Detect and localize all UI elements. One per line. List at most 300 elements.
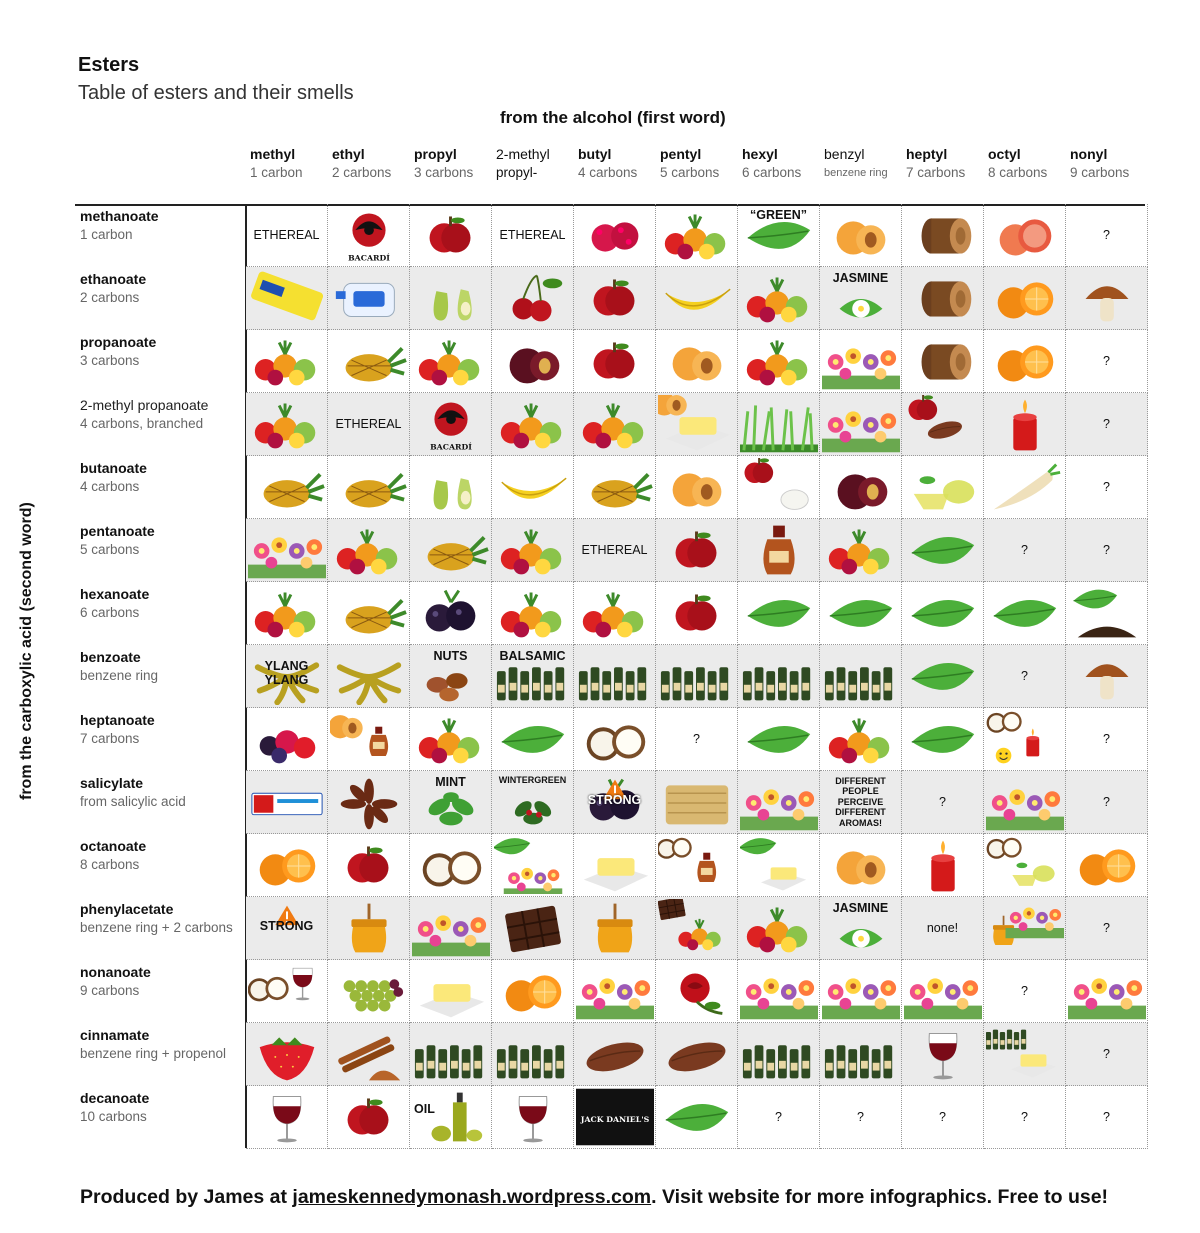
cell-text: none! <box>926 920 959 935</box>
cell-text: ETHEREAL <box>499 227 566 242</box>
flowers-icon <box>740 773 818 831</box>
coconut-cognac-icon <box>658 836 736 894</box>
ester-cell <box>328 834 410 897</box>
row-carbons: 10 carbons <box>80 1109 147 1124</box>
ester-cell <box>410 1023 492 1086</box>
row-name: nonanoate <box>80 964 151 980</box>
column-header-hexyl <box>742 146 824 180</box>
fruit-mix-icon <box>740 269 818 327</box>
ester-cell <box>492 645 574 708</box>
fruit-mix-icon <box>576 395 654 453</box>
column-header-nonyl <box>1070 146 1152 180</box>
cell-text: ? <box>857 1109 864 1124</box>
cell-text: STRONG <box>587 793 642 807</box>
ester-cell <box>328 330 410 393</box>
apricot-cognac-icon <box>330 710 408 768</box>
ester-cell <box>902 708 984 771</box>
deep-heat-icon <box>248 773 326 831</box>
ester-cell <box>574 519 656 582</box>
ester-cell <box>492 1086 574 1149</box>
log-icon <box>904 269 982 327</box>
ester-cell <box>1066 267 1148 330</box>
row-name: pentanoate <box>80 523 155 539</box>
ester-cell <box>656 834 738 897</box>
ester-cell <box>984 204 1066 267</box>
cell-text: ETHEREAL <box>335 416 402 431</box>
leaf-icon <box>740 710 818 768</box>
ester-cell <box>246 645 328 708</box>
ester-cell <box>328 771 410 834</box>
flowers-icon <box>822 332 900 390</box>
cell-text: STRONG <box>259 919 314 933</box>
ester-cell <box>410 519 492 582</box>
ester-cell <box>656 960 738 1023</box>
column-name: heptyl <box>906 146 948 162</box>
orange-icon <box>986 332 1064 390</box>
column-header-butyl <box>578 146 660 180</box>
column-header-2-methyl <box>496 146 578 180</box>
leaf-icon <box>986 584 1064 642</box>
leaf-flowers-icon <box>494 836 572 894</box>
flowers-icon <box>576 962 654 1020</box>
ester-cell <box>574 708 656 771</box>
column-name: 2-methyl <box>496 146 550 162</box>
ester-cell <box>574 771 656 834</box>
ester-cell <box>738 393 820 456</box>
bottles-icon <box>822 1025 900 1083</box>
column-header-octyl <box>988 146 1070 180</box>
ester-cell <box>820 519 902 582</box>
ester-cell <box>328 393 410 456</box>
plum-icon <box>822 458 900 516</box>
cell-text: ? <box>1103 227 1110 242</box>
ester-cell <box>820 456 902 519</box>
fruit-mix-icon <box>740 332 818 390</box>
column-name: propyl <box>414 146 457 162</box>
ester-cell <box>656 1086 738 1149</box>
row-header-pentanoate <box>80 523 240 557</box>
ester-cell <box>1066 393 1148 456</box>
ester-cell <box>410 393 492 456</box>
ester-cell <box>328 897 410 960</box>
row-name: propanoate <box>80 334 157 350</box>
row-header-ethanoate <box>80 271 240 305</box>
fruit-mix-icon <box>330 521 408 579</box>
row-carbons: from salicylic acid <box>80 794 186 809</box>
apple-cheese-icon <box>740 458 818 516</box>
ester-cell <box>246 834 328 897</box>
cell-text: JASMINE <box>832 901 889 915</box>
fruit-mix-icon <box>412 332 490 390</box>
ester-cell <box>246 960 328 1023</box>
column-header-methyl <box>250 146 332 180</box>
column-name: ethyl <box>332 146 365 162</box>
ester-cell <box>410 960 492 1023</box>
row-header-hexanoate <box>80 586 240 620</box>
cell-text: ? <box>1103 920 1110 935</box>
ester-cell <box>1066 204 1148 267</box>
cell-text: DIFFERENT PEOPLE PERCEIVE DIFFERENT AROMAS! <box>835 776 886 828</box>
ester-cell <box>820 960 902 1023</box>
ester-cell <box>574 330 656 393</box>
row-carbons: 4 carbons <box>80 479 140 494</box>
grapefruit-icon <box>986 206 1064 264</box>
column-carbons: 4 carbons <box>578 165 638 180</box>
row-carbons: benzene ring <box>80 668 159 683</box>
ester-cell <box>984 1086 1066 1149</box>
ester-cell <box>902 960 984 1023</box>
ester-cell <box>246 1086 328 1149</box>
ester-cell <box>574 960 656 1023</box>
ester-cell <box>246 456 328 519</box>
leaf-butter-icon <box>740 836 818 894</box>
row-header-octanoate <box>80 838 240 872</box>
ester-cell <box>902 456 984 519</box>
ester-cell <box>246 1023 328 1086</box>
ester-cell <box>246 771 328 834</box>
row-header-cinnamate <box>80 1027 240 1061</box>
orange-icon <box>1068 836 1146 894</box>
coconut-smiley-candle-icon <box>986 710 1064 768</box>
ester-cell <box>738 771 820 834</box>
row-header-phenylacetate <box>80 901 240 935</box>
honey-icon <box>330 899 408 957</box>
apple-cocoa-icon <box>904 395 982 453</box>
cell-text: NUTS <box>433 649 468 663</box>
ester-cell <box>902 519 984 582</box>
leaf-icon <box>904 647 982 705</box>
wine-icon <box>904 1025 982 1083</box>
cell-text: ? <box>1103 794 1110 809</box>
column-header-ethyl <box>332 146 414 180</box>
row-carbons: benzene ring + propenol <box>80 1046 226 1061</box>
ester-cell <box>1066 960 1148 1023</box>
ester-cell <box>820 582 902 645</box>
bottles-icon <box>576 647 654 705</box>
footer-link[interactable]: jameskennedymonash.wordpress.com <box>292 1186 652 1208</box>
ester-cell <box>820 1086 902 1149</box>
ylang-ylang-icon <box>330 647 408 705</box>
chocolate-fruit-icon <box>658 899 736 957</box>
fruit-mix-icon <box>740 899 818 957</box>
pear-icon <box>412 458 490 516</box>
cell-text: JASMINE <box>832 271 889 285</box>
row-carbons: benzene ring + 2 carbons <box>80 920 233 935</box>
coconut-wine-icon <box>248 962 326 1020</box>
ester-cell <box>1066 897 1148 960</box>
footer-suffix: . Visit website for more infographics. Free to use! <box>651 1186 1109 1208</box>
row-header-butanoate <box>80 460 240 494</box>
ester-cell <box>410 267 492 330</box>
pineapple-icon <box>330 458 408 516</box>
orange-icon <box>248 836 326 894</box>
coconut-icon <box>576 710 654 768</box>
apple-icon <box>658 521 736 579</box>
leaf-icon <box>904 584 982 642</box>
row-carbons: 3 carbons <box>80 353 140 368</box>
apple-icon <box>576 332 654 390</box>
row-name: octanoate <box>80 838 147 854</box>
apple-icon <box>576 269 654 327</box>
bottles-icon <box>740 647 818 705</box>
wine-icon <box>248 1088 326 1146</box>
leaf-icon <box>740 584 818 642</box>
ester-cell <box>492 960 574 1023</box>
row-name: salicylate <box>80 775 144 791</box>
row-carbons: 7 carbons <box>80 731 140 746</box>
column-carbons: 6 carbons <box>742 165 802 180</box>
fruit-mix-icon <box>248 395 326 453</box>
row-header-methanoate <box>80 208 240 242</box>
cocoa-icon <box>658 1025 736 1083</box>
ester-cell <box>574 456 656 519</box>
grass-icon <box>740 395 818 453</box>
ester-cell <box>656 519 738 582</box>
ester-cell <box>656 645 738 708</box>
cell-text: ? <box>1103 1109 1110 1124</box>
row-name: ethanoate <box>80 271 147 287</box>
ester-cell <box>492 456 574 519</box>
banana-icon <box>658 269 736 327</box>
apricot-icon <box>822 206 900 264</box>
icon-label: BACARDÍ <box>429 442 472 452</box>
ester-cell <box>492 330 574 393</box>
fruit-mix-icon <box>822 521 900 579</box>
butter-icon <box>576 836 654 894</box>
ester-cell <box>574 645 656 708</box>
ester-cell <box>1066 1023 1148 1086</box>
ester-cell <box>820 393 902 456</box>
apple-icon <box>412 206 490 264</box>
ester-cell <box>574 1023 656 1086</box>
fruit-mix-icon <box>822 710 900 768</box>
flowers-icon <box>412 899 490 957</box>
ester-cell <box>738 519 820 582</box>
ester-cell <box>328 456 410 519</box>
cognac-icon <box>740 521 818 579</box>
ester-cell <box>984 330 1066 393</box>
plum-icon <box>494 332 572 390</box>
cherry-icon <box>494 269 572 327</box>
cell-text: ETHEREAL <box>253 227 320 242</box>
pineapple-icon <box>330 332 408 390</box>
row-header-propanoate <box>80 334 240 368</box>
ester-cell <box>902 204 984 267</box>
bottles-icon <box>740 1025 818 1083</box>
ester-cell <box>492 708 574 771</box>
ester-cell <box>738 267 820 330</box>
ester-cell <box>984 771 1066 834</box>
column-header-heptyl <box>906 146 988 180</box>
ester-cell <box>902 393 984 456</box>
ester-cell <box>328 519 410 582</box>
ester-cell <box>574 834 656 897</box>
log-icon <box>904 332 982 390</box>
ester-cell <box>820 267 902 330</box>
ester-cell <box>492 1023 574 1086</box>
apple-icon <box>330 836 408 894</box>
cell-text: ? <box>1103 353 1110 368</box>
flowers-icon <box>904 962 982 1020</box>
ester-grid <box>246 204 1145 1148</box>
ester-cell <box>902 771 984 834</box>
orange-icon <box>986 269 1064 327</box>
strawberry-icon <box>248 1025 326 1083</box>
ester-cell <box>902 267 984 330</box>
column-carbons: 2 carbons <box>332 165 392 180</box>
bacardi-icon <box>412 395 490 453</box>
column-carbons: benzene ring <box>824 167 888 179</box>
ester-cell <box>902 1086 984 1149</box>
ester-cell <box>492 897 574 960</box>
fruit-mix-icon <box>658 206 736 264</box>
footer-credit <box>80 1186 1108 1209</box>
cell-text: MINT <box>435 775 466 789</box>
raspberry-icon <box>576 206 654 264</box>
leaf-icon <box>904 521 982 579</box>
ester-cell <box>328 1023 410 1086</box>
bottles-icon <box>822 647 900 705</box>
mushroom-icon <box>1068 269 1146 327</box>
ester-cell <box>656 708 738 771</box>
cell-text: “GREEN” <box>750 208 807 222</box>
row-header-heptanoate <box>80 712 240 746</box>
row-name: butanoate <box>80 460 147 476</box>
ester-cell <box>656 1023 738 1086</box>
apricot-icon <box>822 836 900 894</box>
ester-cell <box>574 1086 656 1149</box>
ester-cell <box>656 393 738 456</box>
cell-text: ? <box>1021 983 1028 998</box>
banana-icon <box>494 458 572 516</box>
ester-cell <box>984 582 1066 645</box>
leaf-icon <box>494 710 572 768</box>
ester-cell <box>246 897 328 960</box>
ester-cell <box>246 582 328 645</box>
cell-text: ? <box>1103 1046 1110 1061</box>
ester-cell <box>820 204 902 267</box>
ester-cell <box>738 708 820 771</box>
cell-text: OIL <box>414 1102 435 1116</box>
chocolate-icon <box>494 899 572 957</box>
ester-cell <box>656 204 738 267</box>
cell-text: ? <box>939 1109 946 1124</box>
ester-cell <box>1066 456 1148 519</box>
row-carbons: 4 carbons, branched <box>80 416 204 431</box>
ester-cell <box>410 1086 492 1149</box>
ester-cell <box>656 771 738 834</box>
column-carbons: 8 carbons <box>988 165 1048 180</box>
bottles-icon <box>658 647 736 705</box>
cell-text: ? <box>1021 668 1028 683</box>
row-name: 2-methyl propanoate <box>80 397 209 413</box>
column-carbons: propyl- <box>496 165 538 180</box>
ester-cell <box>492 267 574 330</box>
ester-cell <box>410 456 492 519</box>
ester-cell <box>1066 771 1148 834</box>
ester-cell <box>410 771 492 834</box>
leaf-icon <box>658 1088 736 1146</box>
parsnip-icon <box>986 458 1064 516</box>
ester-cell <box>1066 1086 1148 1149</box>
pear-icon <box>412 269 490 327</box>
flowers-icon <box>822 962 900 1020</box>
flowers-icon <box>986 773 1064 831</box>
ester-cell <box>656 456 738 519</box>
ester-cell <box>902 582 984 645</box>
ester-cell <box>492 582 574 645</box>
fruit-mix-icon <box>494 584 572 642</box>
ester-cell <box>820 897 902 960</box>
column-header-benzyl <box>824 146 906 179</box>
ester-cell <box>820 771 902 834</box>
ester-cell <box>1066 834 1148 897</box>
column-name: methyl <box>250 146 296 162</box>
flowers-icon <box>248 521 326 579</box>
row-carbons: 6 carbons <box>80 605 140 620</box>
row-header-2-methyl-propanoate <box>80 397 240 431</box>
fruit-mix-icon <box>248 584 326 642</box>
ester-cell <box>410 645 492 708</box>
cell-text: ? <box>1103 731 1110 746</box>
ester-cell <box>574 393 656 456</box>
column-header-pentyl <box>660 146 742 180</box>
ester-cell <box>410 834 492 897</box>
cell-text: ? <box>1021 1109 1028 1124</box>
ester-cell <box>902 330 984 393</box>
bacardi-icon <box>330 206 408 264</box>
ester-cell <box>1066 708 1148 771</box>
ester-cell <box>328 960 410 1023</box>
row-name: decanoate <box>80 1090 150 1106</box>
row-carbons: 9 carbons <box>80 983 140 998</box>
row-axis-label: from the carboxylic acid (second word) <box>18 502 35 800</box>
row-name: phenylacetate <box>80 901 174 917</box>
column-name: butyl <box>578 146 612 162</box>
ester-cell <box>246 519 328 582</box>
ester-cell <box>1066 519 1148 582</box>
ester-cell <box>246 393 328 456</box>
ester-cell <box>902 897 984 960</box>
leaf-icon <box>822 584 900 642</box>
apricot-butter-icon <box>658 395 736 453</box>
cell-text: ? <box>939 794 946 809</box>
ester-cell <box>574 582 656 645</box>
ester-cell <box>738 456 820 519</box>
blackberry-icon <box>412 584 490 642</box>
apple-icon <box>330 1088 408 1146</box>
leaf-soil-icon <box>1068 584 1146 642</box>
butter-icon <box>412 962 490 1020</box>
ester-cell <box>820 330 902 393</box>
ester-cell <box>902 1023 984 1086</box>
cell-text: ? <box>1103 542 1110 557</box>
column-name: benzyl <box>824 146 865 162</box>
column-name: nonyl <box>1070 146 1108 162</box>
fruit-mix-icon <box>494 395 572 453</box>
row-header-decanoate <box>80 1090 240 1124</box>
olive-oil-icon <box>412 1088 490 1146</box>
column-name: octyl <box>988 146 1021 162</box>
ester-cell <box>328 204 410 267</box>
cell-text: ? <box>1103 479 1110 494</box>
flowers-icon <box>740 962 818 1020</box>
bottles-butter-icon <box>986 1025 1064 1083</box>
ester-cell <box>328 1086 410 1149</box>
ester-cell <box>246 204 328 267</box>
page-subtitle: Table of esters and their smells <box>78 82 354 104</box>
hay-icon <box>658 773 736 831</box>
